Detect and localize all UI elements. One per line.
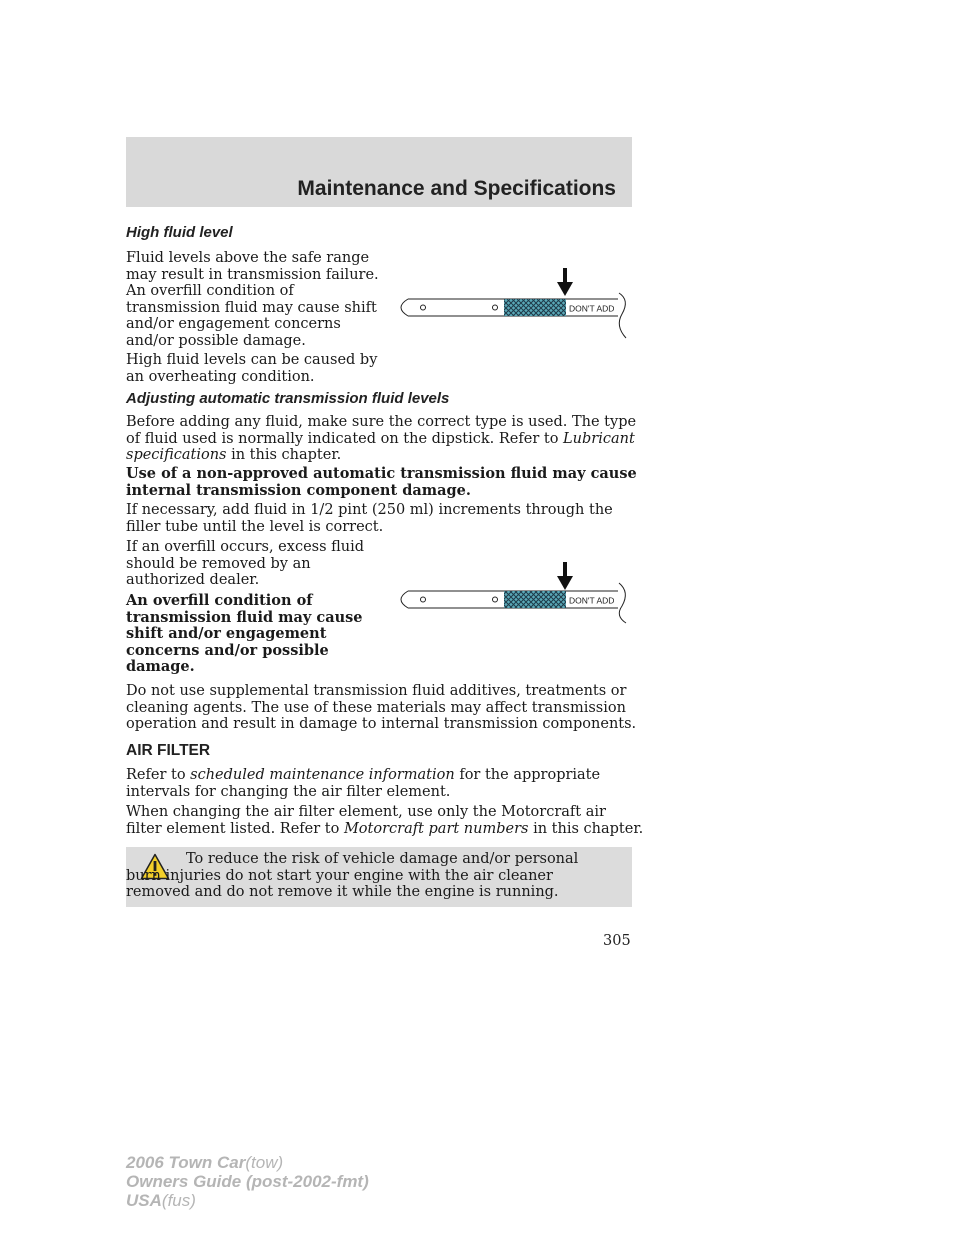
air-filter-paragraph-2: When changing the air filter element, use only the Motorcraft air filter element listed. Refer to Motorcraft part numbers in this chapter.	[126, 804, 644, 837]
dipstick-illustration-top	[386, 268, 636, 340]
section-title: Maintenance and Specifications	[297, 177, 616, 200]
adjusting-warning-bold: Use of a non-approved automatic transmission fluid may cause internal transmission component damage.	[126, 465, 637, 499]
scheduled-maintenance-ref: scheduled maintenance information	[190, 767, 455, 783]
adjusting-paragraph-5-bold: An overfill condition of transmission fluid may cause shift and/or engagement concerns and/or possible damage.	[126, 592, 363, 676]
adjusting-paragraph-3: If necessary, add fluid in 1/2 pint (250 ml) increments through the filler tube until the level is correct.	[126, 502, 613, 535]
warning-text: To reduce the risk of vehicle damage and/or personal burn injuries do not start your engine with the air cleaner removed and do not remove it while the engine is running.	[126, 851, 579, 901]
dipstick-illustration-bottom	[386, 552, 636, 624]
adjusting-paragraph-6: Do not use supplemental transmission fluid additives, treatments or cleaning agents. The use of these materials may affect transmission operation and result in damage to internal transmission components.	[126, 683, 637, 733]
dipstick-label: DON'T ADD	[569, 595, 615, 606]
high-fluid-heading: High fluid level	[126, 224, 233, 241]
motorcraft-part-numbers-ref: Motorcraft part numbers	[343, 820, 529, 837]
high-fluid-paragraph-2: High fluid levels can be caused by an overheating condition.	[126, 352, 378, 385]
adjusting-paragraph-4: If an overfill occurs, excess fluid should be removed by an authorized dealer.	[126, 539, 365, 589]
warning-box	[126, 847, 632, 907]
page-number: 305	[603, 933, 631, 949]
lubricant-specifications-ref: Lubricant specifications	[126, 430, 635, 464]
air-filter-paragraph-1: Refer to scheduled maintenance information for the appropriate intervals for changing the air filter element.	[126, 767, 601, 800]
adjusting-heading: Adjusting automatic transmission fluid levels	[126, 390, 450, 407]
section-header	[126, 137, 632, 207]
high-fluid-paragraph-1: Fluid levels above the safe range may result in transmission failure. An overfill condition of transmission fluid may cause shift and/or engagement concerns and/or possible damage.	[126, 250, 379, 349]
document-footer: 2006 Town Car(tow) Owners Guide (post-2002-fmt) USA(fus)	[126, 1153, 369, 1210]
adjusting-paragraph-1: Before adding any fluid, make sure the correct type is used. The type of fluid used is normally indicated on the dipstick. Refer to Lubricant specifications in this chapter.	[126, 414, 637, 464]
dipstick-label: DON'T ADD	[569, 303, 615, 314]
air-filter-heading: AIR FILTER	[126, 742, 211, 759]
